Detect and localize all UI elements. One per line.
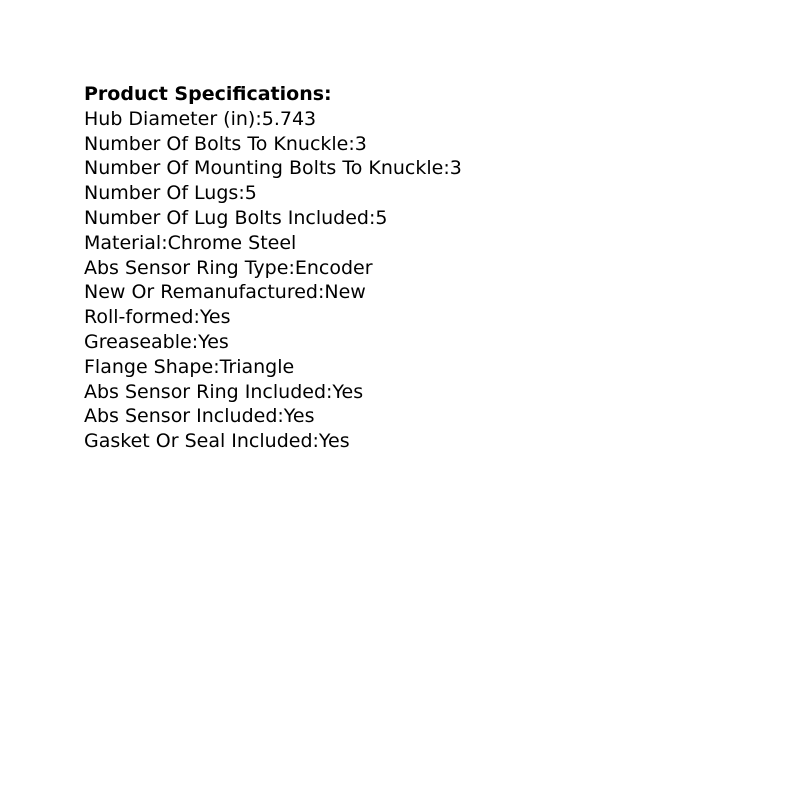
spec-row-flange-shape: Flange Shape:Triangle [84, 355, 295, 378]
spec-value: 3 [354, 132, 367, 155]
spec-row-roll-formed: Roll-formed:Yes [84, 306, 231, 329]
spec-label: Abs Sensor Ring Included [84, 380, 327, 403]
spec-label: Flange Shape [84, 355, 214, 378]
spec-row-lug-bolts-included: Number Of Lug Bolts Included:5 [84, 206, 388, 229]
spec-label: Greaseable [84, 330, 192, 353]
spec-value: 3 [449, 157, 462, 180]
spec-row-mounting-bolts: Number Of Mounting Bolts To Knuckle:3 [84, 157, 462, 180]
spec-label: Abs Sensor Included [84, 405, 278, 428]
spec-label: Number Of Lug Bolts Included [84, 206, 369, 229]
spec-row-material: Material:Chrome Steel [84, 231, 297, 254]
spec-value: Yes [332, 380, 364, 403]
spec-row-abs-sensor-included: Abs Sensor Included:Yes [84, 405, 315, 428]
spec-value: Yes [283, 405, 315, 428]
spec-row-bolts-to-knuckle: Number Of Bolts To Knuckle:3 [84, 132, 367, 155]
spec-label: Material [84, 231, 162, 254]
spec-value: Yes [199, 306, 231, 329]
spec-list [84, 107, 462, 454]
spec-row-abs-ring-included: Abs Sensor Ring Included:Yes [84, 380, 364, 403]
spec-label: Abs Sensor Ring Type [84, 256, 289, 279]
spec-label: Hub Diameter (in) [84, 107, 256, 130]
spec-row-lugs: Number Of Lugs:5 [84, 182, 257, 205]
spec-value: 5.743 [261, 107, 317, 130]
spec-row-hub-diameter: Hub Diameter (in):5.743 [84, 107, 317, 130]
spec-label: Number Of Lugs [84, 182, 239, 205]
spec-label: Number Of Mounting Bolts To Knuckle [84, 157, 444, 180]
spec-row-gasket-seal: Gasket Or Seal Included:Yes [84, 430, 350, 453]
spec-value: 5 [244, 182, 257, 205]
spec-value: Encoder [294, 256, 373, 279]
spec-row-new-or-reman: New Or Remanufactured:New [84, 281, 366, 304]
spec-label: Roll-formed [84, 306, 194, 329]
spec-value: Yes [198, 330, 229, 353]
spec-row-greaseable: Greaseable:Yes [84, 330, 229, 353]
spec-label: Gasket Or Seal Included [84, 430, 313, 453]
spec-value: New [324, 281, 366, 304]
spec-label: New Or Remanufactured [84, 281, 318, 304]
product-specifications [84, 82, 462, 454]
spec-value: Triangle [219, 355, 295, 378]
spec-label: Number Of Bolts To Knuckle [84, 132, 349, 155]
spec-heading: Product Specifications: [84, 83, 332, 105]
spec-value: 5 [375, 206, 388, 229]
spec-value: Chrome Steel [167, 231, 297, 254]
spec-row-abs-ring-type: Abs Sensor Ring Type:Encoder [84, 256, 373, 279]
spec-value: Yes [318, 430, 350, 453]
